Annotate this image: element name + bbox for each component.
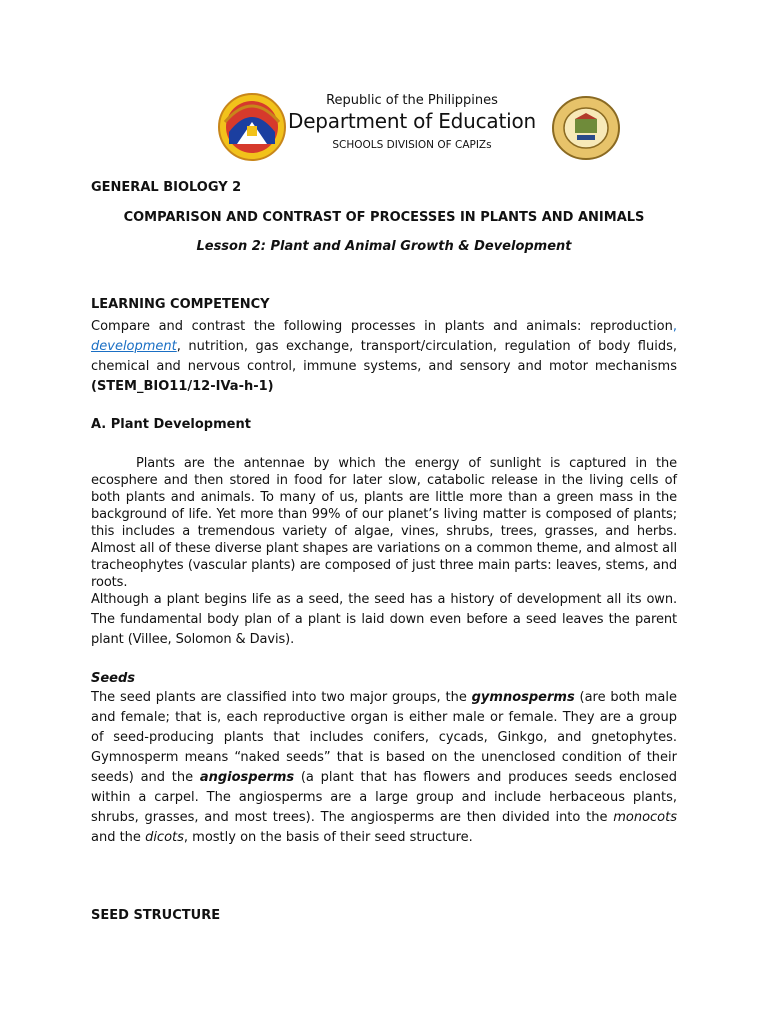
seeds-paragraph [91, 688, 677, 848]
division-text: SCHOOLS DIVISION OF CAPIZs [332, 139, 492, 151]
seeds-text-1: The seed plants are classified into two major groups, the [91, 690, 472, 705]
plant-development-heading: A. Plant Development [91, 417, 251, 432]
lesson-title: Lesson 2: Plant and Animal Growth & Development [196, 239, 572, 254]
seed-structure-heading: SEED STRUCTURE [91, 908, 221, 923]
topic-title: COMPARISON AND CONTRAST OF PROCESSES IN PLANTS AND ANIMALS [123, 210, 645, 225]
course-title: GENERAL BIOLOGY 2 [91, 180, 242, 195]
seeds-text-5: , mostly on the basis of their seed structure. [183, 830, 473, 845]
gymnosperms-term: gymnosperms [471, 690, 575, 705]
school-seal-logo [551, 95, 621, 161]
dicots-term: dicots [145, 830, 184, 845]
angiosperms-term: angiosperms [199, 770, 295, 785]
lc-comma: , [672, 319, 677, 334]
learning-competency-text [91, 317, 677, 397]
seeds-text-2: (are both male and female; that is, each reproductive organ is either male or female. They are a group of seed-producing plants that includes conifers, cycads, Ginkgo, and gnetophytes. Gymnosperm means “naked seeds” that is based on the unenclosed condition of their seeds) and the [91, 690, 677, 785]
seeds-heading: Seeds [91, 671, 136, 686]
seeds-text-3: (a plant that has flowers and produces seeds enclosed within a carpel. The angiosperms are a large group and include herbaceous plants, shrubs, grasses, and most trees). The angiosperms are then divided into the [91, 770, 677, 825]
lc-text-after: , nutrition, gas exchange, transport/circulation, regulation of body fluids, chemical and nervous control, immune systems, and sensory and motor mechanisms [91, 339, 677, 374]
lc-text-before: Compare and contrast the following processes in plants and animals: reproduction [91, 319, 673, 334]
plant-development-para2: Although a plant begins life as a seed, the seed has a history of development all its own. The fundamental body plan of a plant is laid down even before a seed leaves the parent plant (Villee, Solomon & Davis). [91, 592, 677, 647]
plant-development-para1: Plants are the antennae by which the energy of sunlight is captured in the ecosphere and then stored in food for later slow, catabolic release in the living cells of both plants and animals. To many of us, plants are little more than a green mass in the background of life. Yet more than 99% of our planet’s living matter is composed of plants; this includes a tremendous variety of algae, vines, shrubs, trees, grasses, and herbs. Almost all of these diverse plant shapes are variations on a common theme, and almost all tracheophytes (vascular plants) are composed of just three main parts: leaves, stems, and roots. [91, 456, 677, 590]
learning-competency-heading: LEARNING COMPETENCY [91, 297, 270, 312]
development-link[interactable]: development [91, 339, 177, 354]
department-title: Department of Education [288, 109, 536, 133]
plant-development-body [91, 455, 677, 650]
monocots-term: monocots [613, 810, 677, 825]
republic-text: Republic of the Philippines [326, 93, 498, 108]
seeds-text-4: and the [91, 830, 146, 845]
competency-code: (STEM_BIO11/12-IVa-h-1) [91, 379, 274, 394]
